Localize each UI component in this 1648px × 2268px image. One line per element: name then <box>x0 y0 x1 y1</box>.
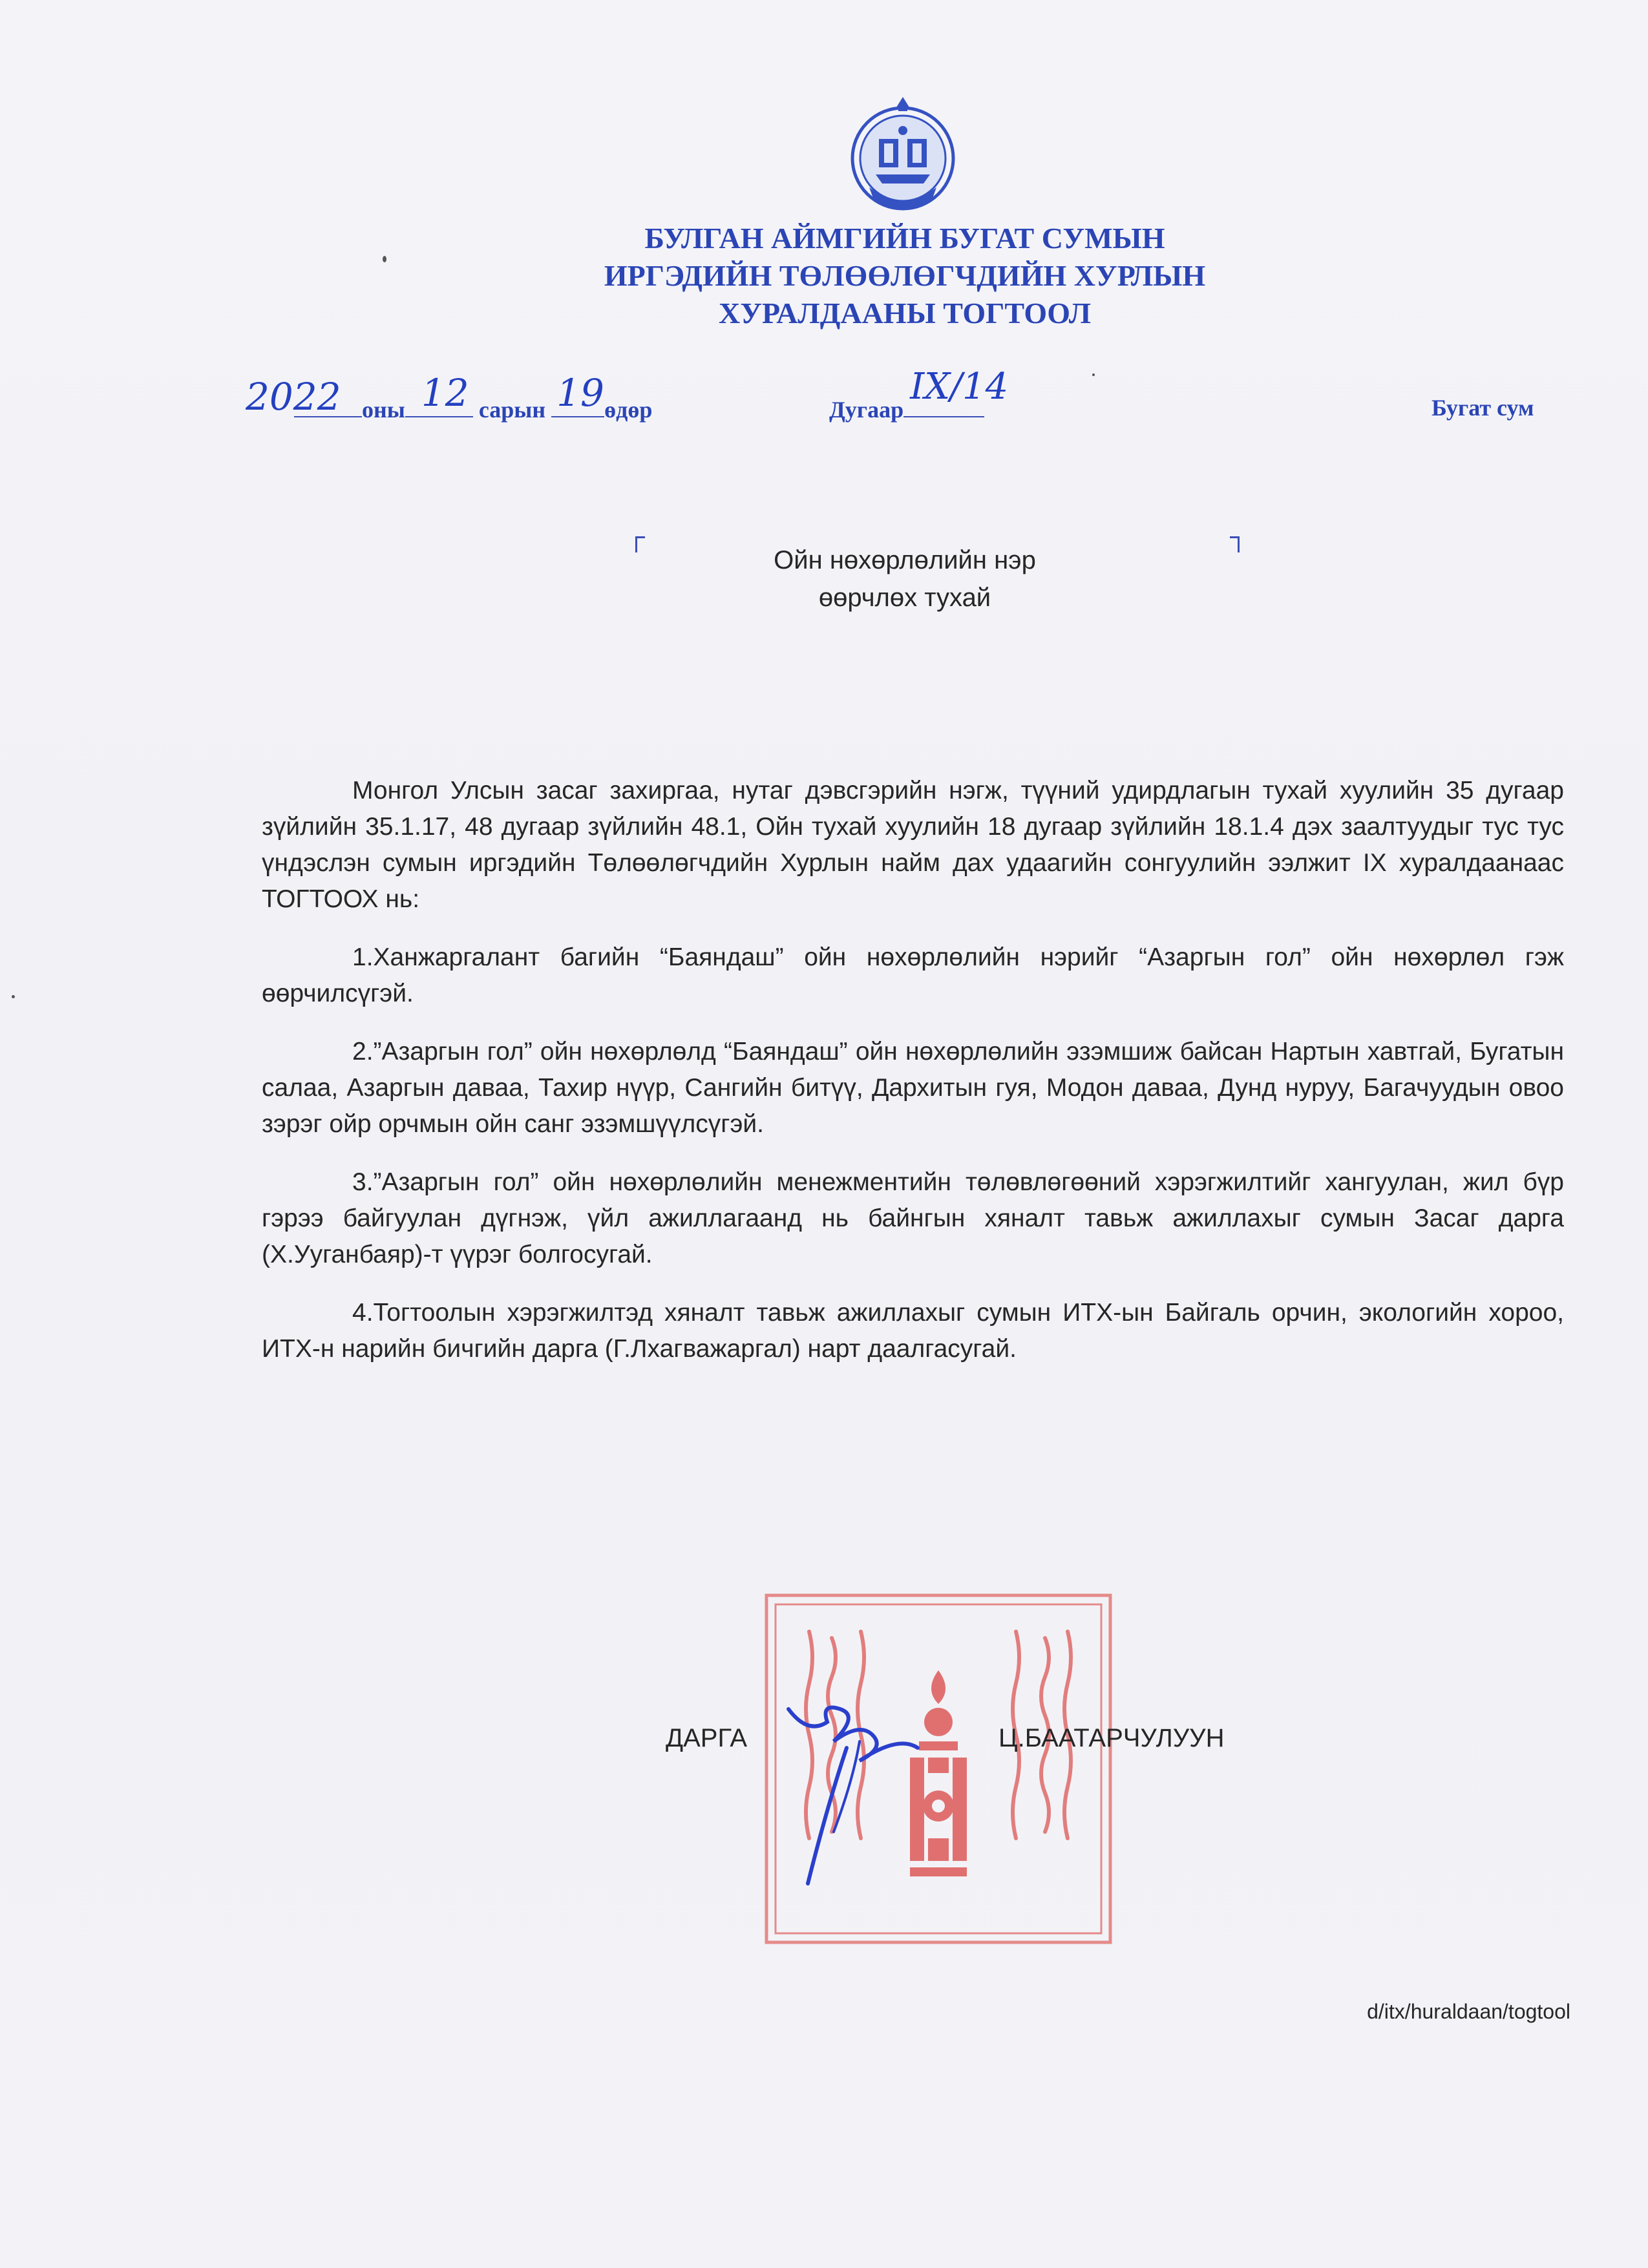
body-paragraph-item-1: 1.Ханжаргалант багийн “Баяндаш” ойн нөхөрлөлийн нэрийг “Азаргын гол” ойн нөхөрлөл гэж өөрчилсүгэй. <box>262 943 1564 1007</box>
number-label: Дугаар <box>829 397 904 423</box>
scan-speck <box>383 256 386 262</box>
number-handwritten: IX/14 <box>910 366 1009 408</box>
scan-speck <box>12 995 15 998</box>
subject-line-1: Ойн нөхөрлөлийн нэр <box>774 546 1036 574</box>
header-line-2: ИРГЭДИЙН ТӨЛӨӨЛӨГЧДИЙН ХУРЛЫН <box>604 259 1206 292</box>
number-blank <box>903 366 1009 417</box>
state-emblem-icon <box>847 90 960 213</box>
document-header-title <box>388 220 1422 332</box>
handwritten-signature-icon <box>763 1670 969 1890</box>
month-handwritten: 12 <box>421 371 469 415</box>
place-label: Бугат сум <box>1431 395 1534 421</box>
document-body <box>262 773 1564 1389</box>
date-line <box>246 371 653 423</box>
footer-reference: d/itx/huraldaan/togtool <box>1367 2000 1570 2023</box>
month-blank <box>405 371 473 417</box>
body-paragraph-preamble: Монгол Улсын засаг захиргаа, нутаг дэвсгэрийн нэгж, түүний удирдлагын тухай хуулийн 35 дугаар зүйлийн 35.1.17, 48 дугаар зүйлийн 48.1, Ойн тухай хуулийн 18 дугаар зүйлийн 18.1.4 дэх заалтуудыг тус тус үндэслэн сумын иргэдийн Төлөөлөгчдийн Хурлын найм дах удаагийн сонгуулийн ээлжит IX хуралдаанаас ТОГТООХ нь: <box>262 777 1564 913</box>
signatory-title: ДАРГА <box>666 1724 748 1752</box>
number-line <box>829 366 1009 423</box>
body-paragraph-item-2: 2.”Азаргын гол” ойн нөхөрлөлд “Баяндаш” ойн нөхөрлөлийн эзэмшиж байсан Нартын хавтгай, Бугатын салаа, Азаргын даваа, Тахир нүүр, Сангийн битүү, Дархитын гуя, Модон даваа, Дунд нуруу, Багачуудын овоо зэрэг ойр орчмын ойн санг эзэмшүүлсүгэй. <box>262 1038 1564 1138</box>
document-subject <box>646 541 1163 616</box>
subject-line-2: өөрчлөх тухай <box>818 583 991 612</box>
day-handwritten: 19 <box>556 371 604 415</box>
year-label: оны <box>362 397 405 423</box>
month-label: сарын <box>478 397 546 423</box>
place-line <box>1431 394 1534 421</box>
day-blank <box>551 371 604 417</box>
day-label: өдөр <box>604 397 653 423</box>
header-line-3: ХУРАЛДААНЫ ТОГТООЛ <box>719 297 1091 330</box>
signatory-name: Ц.БААТАРЧУЛУУН <box>998 1724 1225 1752</box>
header-line-1: БУЛГАН АЙМГИЙН БУГАТ СУМЫН <box>644 222 1165 255</box>
body-paragraph-item-4: 4.Тогтоолын хэрэгжилтэд хяналт тавьж ажиллахыг сумын ИТХ-ын Байгаль орчин, экологийн хороо, ИТХ-н нарийн бичгийн дарга (Г.Лхагважаргал) нарт даалгасугай. <box>262 1299 1564 1363</box>
body-paragraph-item-3: 3.”Азаргын гол” ойн нөхөрлөлийн менежментийн төлөвлөгөөний хэрэгжилтийг хангуулан, жил бүр гэрээ байгуулан дүгнэж, үйл ажиллагаанд нь байнгын хяналт тавьж ажиллахыг сумын Засаг дарга (Х.Ууганбаяр)-т үүрэг болгосугай. <box>262 1168 1564 1268</box>
year-handwritten: 2022 <box>246 375 341 419</box>
year-blank <box>246 375 362 419</box>
scan-speck <box>1092 373 1095 376</box>
subject-corner-right <box>1230 536 1240 552</box>
subject-corner-left <box>635 536 645 552</box>
